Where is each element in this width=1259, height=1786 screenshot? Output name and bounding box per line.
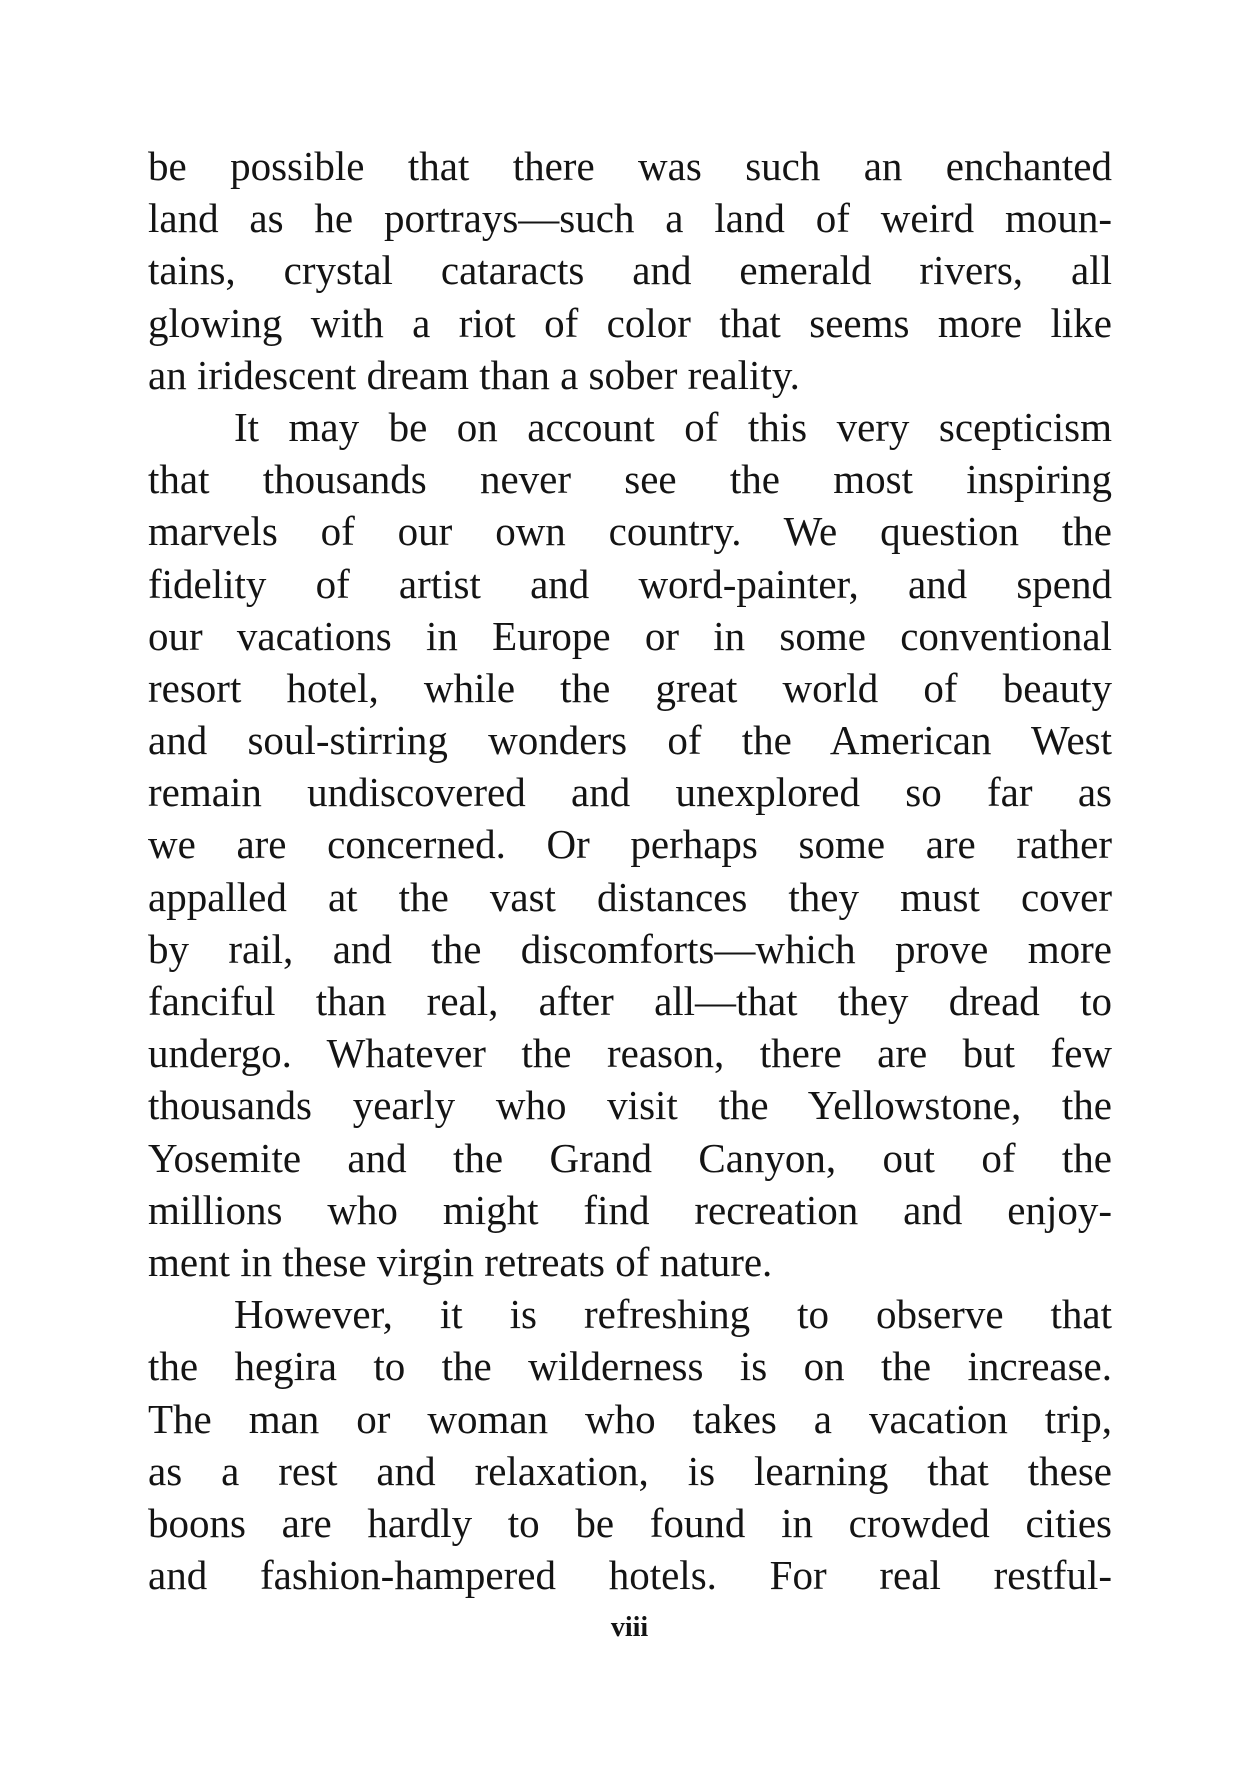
text-line: undergo. Whatever the reason, there are but few — [148, 1030, 1112, 1077]
text-line: The man or woman who takes a vacation trip, — [148, 1395, 1112, 1442]
text-line: be possible that there was such an enchanted — [148, 143, 1112, 189]
text-line: land as he portrays—such a land of weird moun- — [148, 195, 1112, 242]
text-line: However, it is refreshing to observe that — [234, 1291, 1112, 1338]
text-line: and soul-stirring wonders of the American West — [148, 717, 1112, 764]
text-line: fanciful than real, after all—that they dread to — [148, 978, 1112, 1024]
text-line: and fashion-hampered hotels. For real restful- — [148, 1552, 1112, 1599]
text-line: Yosemite and the Grand Canyon, out of the — [148, 1134, 1112, 1181]
text-line: remain undiscovered and unexplored so far as — [148, 769, 1112, 816]
text-line: millions who might find recreation and enjoy- — [148, 1186, 1112, 1233]
text-line: glowing with a riot of color that seems more like — [148, 299, 1112, 346]
text-line: by rail, and the discomforts—which prove more — [148, 925, 1112, 972]
text-line: as a rest and relaxation, is learning that these — [148, 1447, 1112, 1494]
text-line: appalled at the vast distances they must cover — [148, 873, 1112, 920]
text-line: resort hotel, while the great world of beauty — [148, 664, 1112, 711]
text-line: the hegira to the wilderness is on the increase. — [148, 1343, 1112, 1390]
text-line: fidelity of artist and word-painter, and spend — [148, 560, 1112, 607]
text-line: boons are hardly to be found in crowded cities — [148, 1499, 1112, 1546]
body-text — [148, 140, 1112, 1601]
text-line: ment in these virgin retreats of nature. — [148, 1238, 773, 1285]
text-line: It may be on account of this very scepticism — [234, 403, 1112, 450]
text-line: marvels of our own country. We question the — [148, 508, 1112, 555]
text-line: thousands yearly who visit the Yellowstone, the — [148, 1082, 1112, 1129]
text-line: an iridescent dream than a sober reality. — [148, 351, 800, 398]
text-line: we are concerned. Or perhaps some are rather — [148, 821, 1112, 868]
text-line: our vacations in Europe or in some conventional — [148, 612, 1112, 659]
page-number: viii — [610, 1612, 649, 1643]
text-line: tains, crystal cataracts and emerald rivers, all — [148, 247, 1112, 294]
text-line: that thousands never see the most inspiring — [148, 456, 1112, 503]
